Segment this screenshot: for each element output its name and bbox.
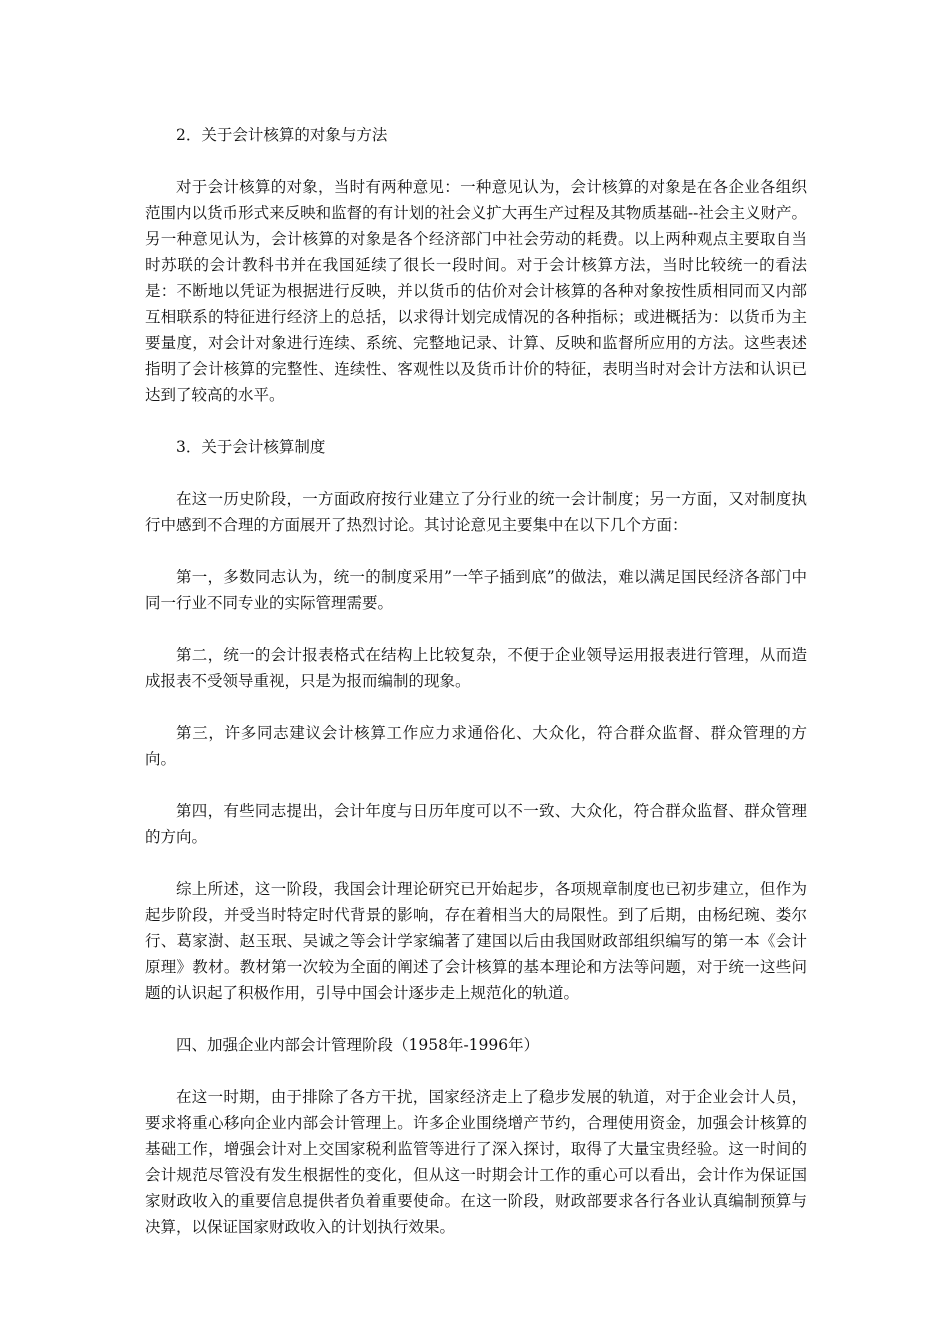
section-3-paragraph-2: 第一，多数同志认为，统一的制度采用”一竿子插到底”的做法，难以满足国民经济各部门中同一行业不同专业的实际管理需要。 xyxy=(145,568,807,612)
section-3-paragraph-1: 在这一历史阶段，一方面政府按行业建立了分行业的统一会计制度；另一方面，又对制度执行中感到不合理的方面展开了热烈讨论。其讨论意见主要集中在以下几个方面： xyxy=(145,490,807,534)
section-2-paragraph-1: 对于会计核算的对象，当时有两种意见：一种意见认为，会计核算的对象是在各企业各组织范围内以货币形式来反映和监督的有计划的社会义扩大再生产过程及其物质基础--社会主义财产。另一种意见认为，会计核算的对象是各个经济部门中社会劳动的耗费。以上两种观点主要取自当时苏联的会计教科书并在我国延续了很长一段时间。对于会计核算方法，当时比较统一的看法是：不断地以凭证为根据进行反映，并以货币的估价对会计核算的各种对象按性质相同而又内部互相联系的特征进行经济上的总括，以求得计划完成情况的各种指标；或进概括为：以货币为主要量度，对会计对象进行连续、系统、完整地记录、计算、反映和监督所应用的方法。这些表述指明了会计核算的完整性、连续性、客观性以及货币计价的特征，表明当时对会计方法和认识已达到了较高的水平。 xyxy=(145,178,807,404)
section-4-paragraph-1: 在这一时期，由于排除了各方干扰，国家经济走上了稳步发展的轨道，对于企业会计人员，要求将重心移向企业内部会计管理上。许多企业围绕增产节约，合理使用资金，加强会计核算的基础工作，增强会计对上交国家税利监管等进行了深入探讨，取得了大量宝贵经验。这一时间的会计规范尽管没有发生根据性的变化，但从这一时期会计工作的重心可以看出，会计作为保证国家财政收入的重要信息提供者负着重要使命。在这一阶段，财政部要求各行各业认真编制预算与决算，以保证国家财政收入的计划执行效果。 xyxy=(145,1088,807,1236)
section-4-heading: 四、加强企业内部会计管理阶段（1958年-1996年） xyxy=(176,1036,540,1054)
section-3-paragraph-5: 第四，有些同志提出，会计年度与日历年度可以不一致、大众化，符合群众监督、群众管理的方向。 xyxy=(145,802,807,846)
section-3-paragraph-3: 第二，统一的会计报表格式在结构上比较复杂，不便于企业领导运用报表进行管理，从而造成报表不受领导重视，只是为报而编制的现象。 xyxy=(145,646,807,690)
summary-paragraph: 综上所述，这一阶段，我国会计理论研究已开始起步，各项规章制度也已初步建立，但作为起步阶段，并受当时特定时代背景的影响，存在着相当大的局限性。到了后期，由杨纪琬、娄尔行、葛家澍、赵玉珉、吴诚之等会计学家编著了建国以后由我国财政部组织编写的第一本《会计原理》教材。教材第一次较为全面的阐述了会计核算的基本理论和方法等问题，对于统一这些问题的认识起了积极作用，引导中国会计逐步走上规范化的轨道。 xyxy=(145,880,807,1002)
section-2-heading: 2．关于会计核算的对象与方法 xyxy=(176,126,388,144)
section-3-paragraph-4: 第三，许多同志建议会计核算工作应力求通俗化、大众化，符合群众监督、群众管理的方向。 xyxy=(145,724,807,768)
section-3-heading: 3．关于会计核算制度 xyxy=(176,438,326,456)
document-page xyxy=(145,122,807,1266)
